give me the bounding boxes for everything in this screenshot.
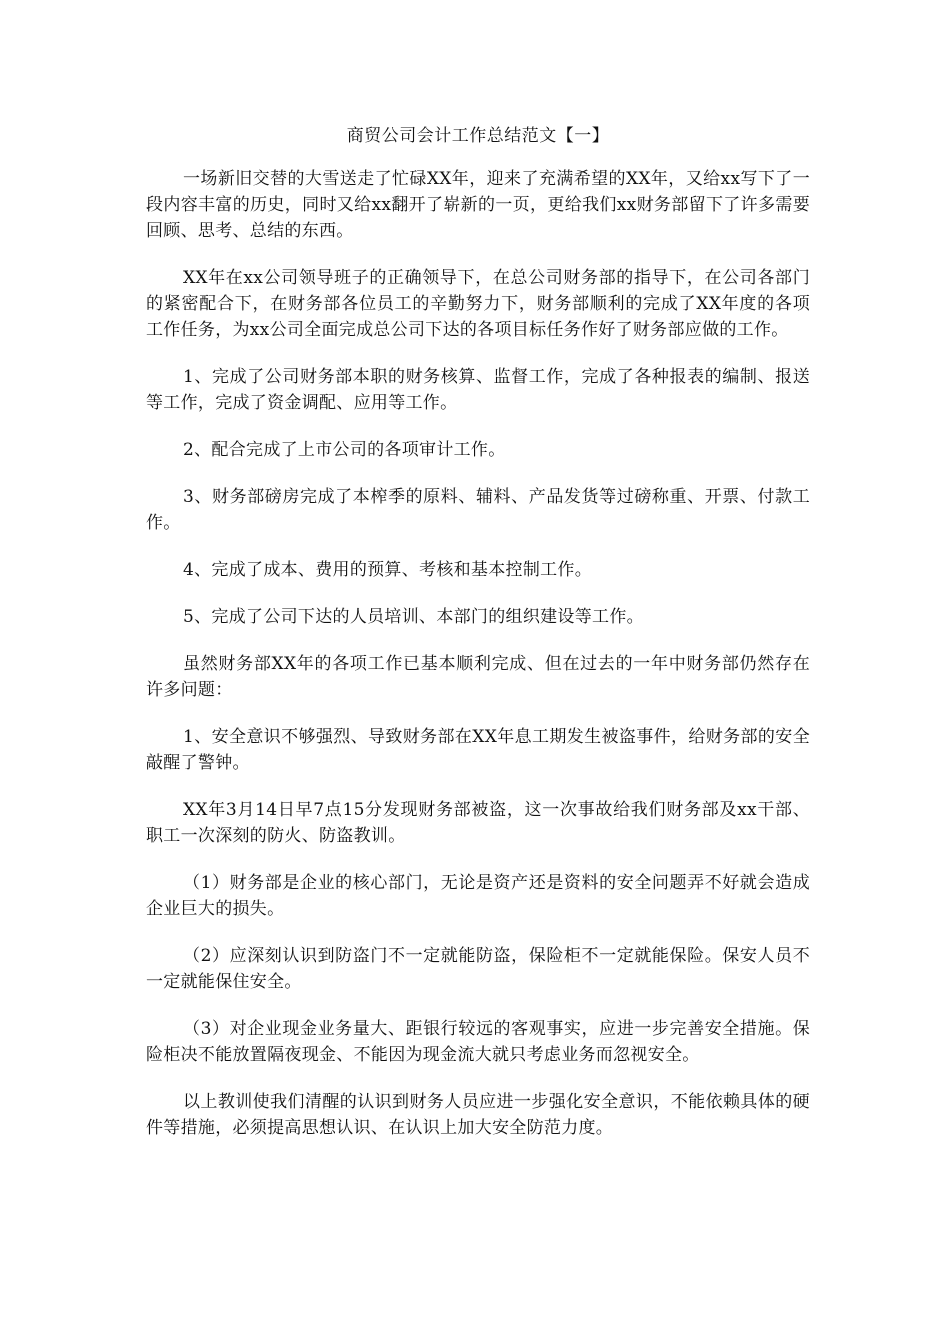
paragraph: （3）对企业现金业务量大、距银行较远的客观事实，应进一步完善安全措施。保险柜决不能放置隔夜现金、不能因为现金流大就只考虑业务而忽视安全。 bbox=[146, 1019, 810, 1065]
paragraph: 1、安全意识不够强烈、导致财务部在XX年息工期发生被盗事件，给财务部的安全敲醒了警钟。 bbox=[146, 727, 810, 773]
paragraph: 3、财务部磅房完成了本榨季的原料、辅料、产品发货等过磅称重、开票、付款工作。 bbox=[146, 487, 810, 533]
paragraph: （2）应深刻认识到防盗门不一定就能防盗，保险柜不一定就能保险。保安人员不一定就能保住安全。 bbox=[146, 946, 810, 992]
paragraph: 2、配合完成了上市公司的各项审计工作。 bbox=[183, 440, 506, 460]
paragraph: 5、完成了公司下达的人员培训、本部门的组织建设等工作。 bbox=[183, 607, 644, 627]
paragraph: 以上教训使我们清醒的认识到财务人员应进一步强化安全意识，不能依赖具体的硬件等措施，必须提高思想认识、在认识上加大安全防范力度。 bbox=[146, 1092, 810, 1138]
document-title: 商贸公司会计工作总结范文【一】 bbox=[346, 126, 610, 146]
document-page bbox=[146, 124, 810, 1162]
paragraph: 一场新旧交替的大雪送走了忙碌XX年，迎来了充满希望的XX年，又给xx写下了一段内容丰富的历史，同时又给xx翻开了崭新的一页，更给我们xx财务部留下了许多需要回顾、思考、总结的东西。 bbox=[146, 169, 810, 241]
paragraph: 虽然财务部XX年的各项工作已基本顺利完成、但在过去的一年中财务部仍然存在许多问题： bbox=[146, 654, 810, 700]
paragraph: XX年在xx公司领导班子的正确领导下，在总公司财务部的指导下，在公司各部门的紧密配合下，在财务部各位员工的辛勤努力下，财务部顺利的完成了XX年度的各项工作任务，为xx公司全面完成总公司下达的各项目标任务作好了财务部应做的工作。 bbox=[146, 268, 810, 340]
paragraph: XX年3月14日早7点15分发现财务部被盗，这一次事故给我们财务部及xx干部、职工一次深刻的防火、防盗教训。 bbox=[146, 800, 810, 846]
paragraph: （1）财务部是企业的核心部门，无论是资产还是资料的安全问题弄不好就会造成企业巨大的损失。 bbox=[146, 873, 810, 919]
paragraph: 4、完成了成本、费用的预算、考核和基本控制工作。 bbox=[183, 560, 593, 580]
paragraph: 1、完成了公司财务部本职的财务核算、监督工作，完成了各种报表的编制、报送等工作，完成了资金调配、应用等工作。 bbox=[146, 367, 810, 413]
